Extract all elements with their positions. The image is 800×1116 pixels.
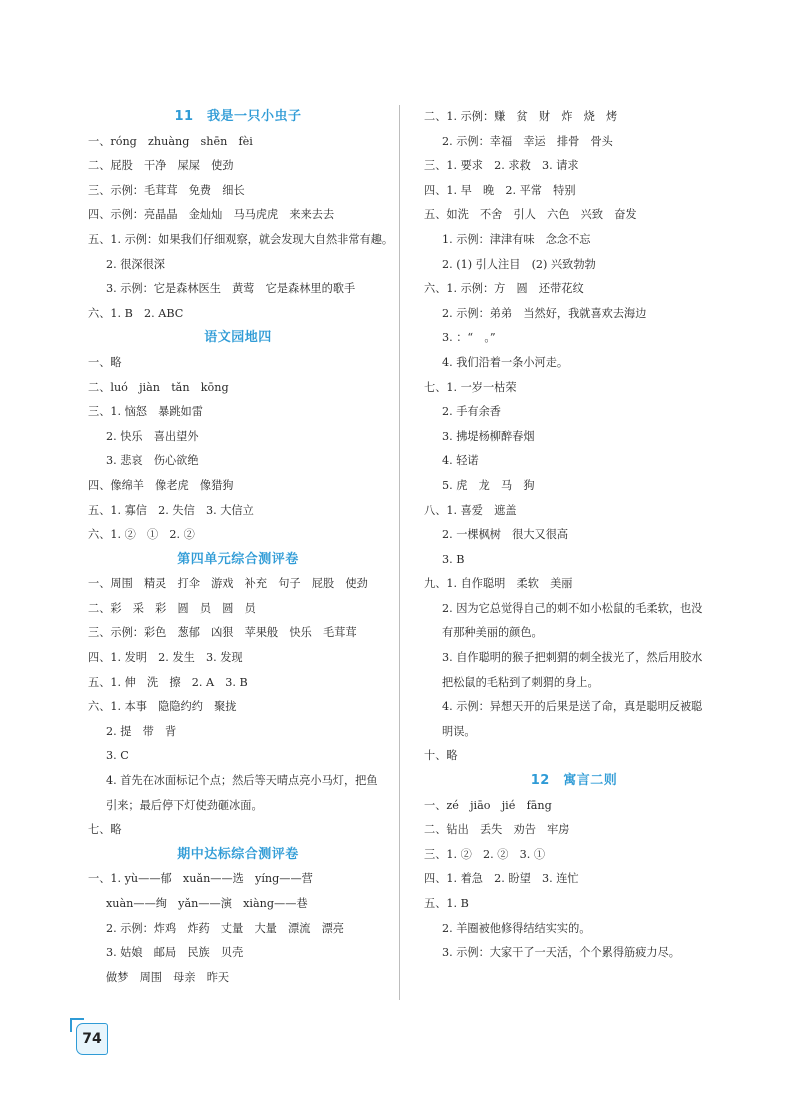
answer-line: 七、略 <box>88 823 122 837</box>
answer-line: 3. 拂堤杨柳醉春烟 <box>442 429 535 443</box>
answer-line: 4. 示例：异想天开的后果是送了命，真是聪明反被聪 <box>442 700 703 714</box>
answer-line: 二、彩 采 彩 圆 员 圆 员 <box>88 601 256 615</box>
answer-line: 2. (1) 引人注目 (2) 兴致勃勃 <box>442 257 596 271</box>
answer-line: 三、1. 要求 2. 求救 3. 请求 <box>424 159 579 173</box>
answer-line: 3. 自作聪明的猴子把刺猬的刺全拔光了，然后用胶水 <box>442 651 703 665</box>
answer-line: 二、1. 示例：赚 贫 财 炸 烧 烤 <box>424 110 618 123</box>
answer-line: 2. 很深很深 <box>106 257 165 271</box>
answer-line: 九、1. 自作聪明 柔软 美丽 <box>424 577 573 591</box>
answer-line: 4. 我们沿着一条小河走。 <box>442 355 569 369</box>
answer-line-continued: 有那种美丽的颜色。 <box>442 626 543 640</box>
section-heading: 期中达标综合测评卷 <box>177 846 299 862</box>
answer-line: 五、1. B <box>424 897 469 910</box>
answer-line: 3. 悲哀 伤心欲绝 <box>106 454 199 468</box>
answer-line: 七、1. 一岁一枯荣 <box>424 380 517 394</box>
section-heading: 语文园地四 <box>204 330 272 346</box>
answer-line: 一、zé jiāo jié fāng <box>424 798 552 812</box>
answer-line: 3. C <box>106 749 129 763</box>
answer-line: 2. 快乐 喜出望外 <box>106 429 199 443</box>
answer-line: 3. 姑娘 邮局 民族 贝壳 <box>106 946 244 960</box>
column-divider <box>399 105 400 1000</box>
answer-line: 二、钻出 丢失 劝告 牢房 <box>424 823 570 837</box>
answer-line: 二、luó jiàn tǎn kōng <box>88 380 229 394</box>
answer-line: 4. 轻诺 <box>442 454 479 468</box>
answer-line: 五、1. 寡信 2. 失信 3. 大信立 <box>88 503 254 517</box>
answer-line: 一、1. yù——郁 xuǎn——选 yíng——营 <box>88 872 313 886</box>
answer-line: 四、1. 早 晚 2. 平常 特别 <box>424 183 576 197</box>
answer-line: 2. 示例：弟弟 当然好，我就喜欢去海边 <box>442 306 647 320</box>
answer-line: 2. 因为它总觉得自己的刺不如小松鼠的毛柔软，也没 <box>442 601 703 615</box>
answer-line: 四、像绵羊 像老虎 像猎狗 <box>88 478 234 492</box>
answer-line: 四、1. 着急 2. 盼望 3. 连忙 <box>424 872 579 886</box>
answer-line: 六、1. 示例：方 圆 还带花纹 <box>424 282 584 296</box>
answer-line: 五、1. 伸 洗 擦 2. A 3. B <box>88 675 248 689</box>
answer-line: 2. 示例：炸鸡 炸药 丈量 大量 漂流 漂亮 <box>106 921 344 935</box>
answer-line: 六、1. ② ① 2. ② <box>88 528 195 542</box>
answer-line: 3. 示例：它是森林医生 黄莺 它是森林里的歌手 <box>106 282 356 296</box>
section-heading: 第四单元综合测评卷 <box>177 551 299 567</box>
answer-line: 3. 示例：大家干了一天活，个个累得筋疲力尽。 <box>442 946 680 960</box>
answer-line: 三、示例：彩色 葱郁 凶狠 苹果般 快乐 毛茸茸 <box>88 626 357 640</box>
answer-line-continued: xuàn——绚 yǎn——演 xiàng——巷 <box>106 897 308 910</box>
answer-line: 2. 羊圈被他修得结结实实的。 <box>442 921 591 935</box>
answer-line: 3. ：“ 。” <box>442 331 496 345</box>
page-number: 74 <box>76 1023 108 1055</box>
answer-line: 1. 示例：津津有味 念念不忘 <box>442 232 591 246</box>
answer-line: 四、示例：亮晶晶 金灿灿 马马虎虎 来来去去 <box>88 208 335 222</box>
section-heading: 12 寓言二则 <box>530 773 618 789</box>
answer-line: 五、如洗 不舍 引人 六色 兴致 奋发 <box>424 208 637 222</box>
answer-line-continued: 明误。 <box>442 724 476 738</box>
answer-line: 六、1. 本事 隐隐约约 聚拢 <box>88 700 237 714</box>
answer-line: 三、1. ② 2. ② 3. ① <box>424 847 546 861</box>
answer-line: 5. 虎 龙 马 狗 <box>442 478 535 492</box>
answer-line-continued: 引来；最后停下灯使劲砸冰面。 <box>106 798 263 812</box>
answer-line: 2. 提 带 背 <box>106 724 177 738</box>
answer-line: 2. 示例：幸福 幸运 排骨 骨头 <box>442 134 613 148</box>
answer-line: 2. 一棵枫树 很大又很高 <box>442 528 569 542</box>
section-heading: 11 我是一只小虫子 <box>174 109 302 124</box>
answer-line: 六、1. B 2. ABC <box>88 306 184 320</box>
right-column <box>424 105 724 966</box>
answer-line: 一、略 <box>88 355 122 369</box>
answer-line: 三、1. 恼怒 暴跳如雷 <box>88 405 203 419</box>
answer-line: 八、1. 喜爱 遮盖 <box>424 503 517 517</box>
answer-line-continued: 把松鼠的毛粘到了刺猬的身上。 <box>442 675 599 689</box>
answer-line: 一、róng zhuàng shēn fèi <box>88 134 253 148</box>
answer-line: 三、示例：毛茸茸 免费 细长 <box>88 183 245 197</box>
answer-line: 4. 首先在冰面标记个点；然后等天晴点亮小马灯，把鱼 <box>106 774 378 788</box>
answer-line: 3. B <box>442 552 465 566</box>
answer-line: 十、略 <box>424 749 458 763</box>
answer-line: 四、1. 发明 2. 发生 3. 发现 <box>88 651 243 665</box>
answer-line: 2. 手有余香 <box>442 405 501 419</box>
answer-line: 五、1. 示例：如果我们仔细观察，就会发现大自然非常有趣。 <box>88 232 394 246</box>
answer-line-continued: 做梦 周围 母亲 昨天 <box>106 970 230 984</box>
answer-line: 二、屁股 干净 屎屎 使劲 <box>88 159 234 173</box>
left-column <box>88 105 394 990</box>
answer-line: 一、周围 精灵 打伞 游戏 补充 句子 屁股 使劲 <box>88 577 368 591</box>
